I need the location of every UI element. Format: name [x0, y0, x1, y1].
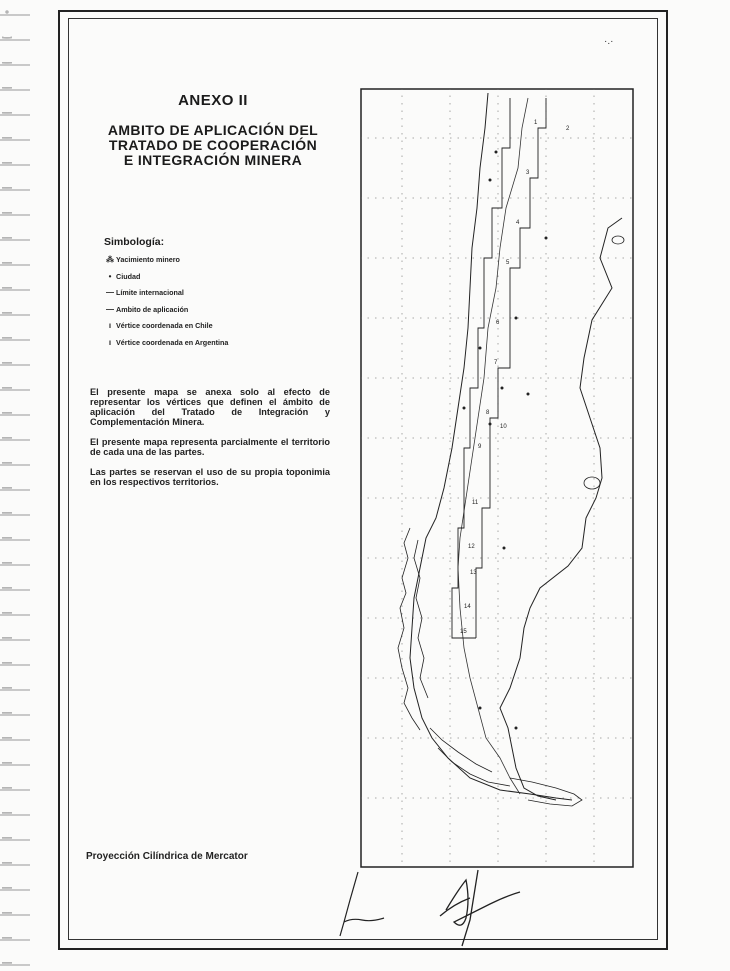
note-paragraph: El presente mapa se anexa solo al efecto de representar los vértices que definen el ámbito de aplicación del Tratado de Integración y Complementación Minera.	[90, 387, 330, 427]
legend-title: Simbología:	[104, 236, 165, 248]
projection-label: Proyección Cilíndrica de Mercator	[86, 851, 248, 862]
legend-list	[104, 252, 228, 351]
note-paragraph: El presente mapa representa parcialmente el territorio de cada una de las partes.	[90, 437, 330, 457]
annex-subtitle	[90, 123, 336, 168]
subtitle-line-3: E INTEGRACIÓN MINERA	[123, 152, 303, 168]
argentina-vertex-icon: ı	[108, 337, 112, 347]
scope-boundary-east	[476, 98, 546, 638]
notes	[90, 387, 330, 497]
lake	[612, 236, 624, 244]
corner-mark: ·.·	[604, 36, 614, 47]
legend-item-label: Vértice coordenada en Chile	[116, 321, 213, 330]
legend-item-label: Yacimiento minero	[116, 255, 180, 264]
legend-item-label: Vértice coordenada en Argentina	[116, 337, 229, 347]
map-chile-argentina	[360, 88, 634, 868]
vertex-labels	[460, 120, 570, 635]
vertex-label: 14	[464, 604, 471, 610]
legend-item	[104, 335, 228, 352]
city-dots	[463, 151, 548, 730]
vertex-label: 2	[566, 126, 570, 132]
vertex-label: 7	[494, 360, 498, 366]
vertex-label: 1	[534, 120, 538, 126]
binding-dots	[2, 0, 12, 971]
vertex-label: 8	[486, 410, 490, 416]
legend-item	[104, 285, 228, 302]
vertex-label: 9	[478, 444, 482, 450]
legend-item-label: Ciudad	[116, 271, 141, 281]
international-border	[458, 98, 528, 794]
international-boundary-icon: —	[106, 288, 114, 297]
vertex-label: 15	[460, 629, 467, 635]
vertex-label: 6	[496, 320, 500, 326]
signature-right	[440, 870, 520, 946]
signature-left	[340, 872, 384, 936]
vertex-label: 5	[506, 260, 510, 266]
lake	[584, 477, 600, 489]
vertex-label: 3	[526, 170, 530, 176]
legend-item-label: Límite internacional	[116, 288, 184, 297]
subtitle-line-2: TRATADO DE COOPERACIÓN	[108, 137, 318, 153]
mine-symbol-icon: ⁂	[106, 255, 114, 264]
legend-item	[104, 318, 228, 335]
map-graticule	[360, 88, 634, 868]
chile-coastline	[410, 93, 572, 800]
signatures	[330, 860, 560, 950]
note-paragraph: Las partes se reservan el uso de su propia toponimia en los respectivos territorios.	[90, 467, 330, 487]
legend-item	[104, 252, 228, 269]
vertex-label: 13	[470, 570, 477, 576]
patagonian-islands	[398, 528, 582, 806]
vertex-label: 4	[516, 220, 520, 226]
argentina-coastline	[500, 218, 622, 800]
legend-item	[104, 269, 228, 286]
legend-item	[104, 302, 228, 319]
city-dot-icon: •	[108, 271, 112, 281]
vertex-label: 11	[472, 500, 479, 506]
legend-item-label: Ambito de aplicación	[116, 304, 189, 314]
subtitle-line-1: AMBITO DE APLICACIÓN DEL	[107, 122, 319, 138]
vertex-label: 10	[500, 424, 507, 430]
chile-vertex-icon: ı	[108, 321, 112, 330]
vertex-label: 12	[468, 544, 475, 550]
annex-title: ANEXO II	[178, 92, 248, 109]
scope-boundary-icon: —	[106, 304, 114, 314]
